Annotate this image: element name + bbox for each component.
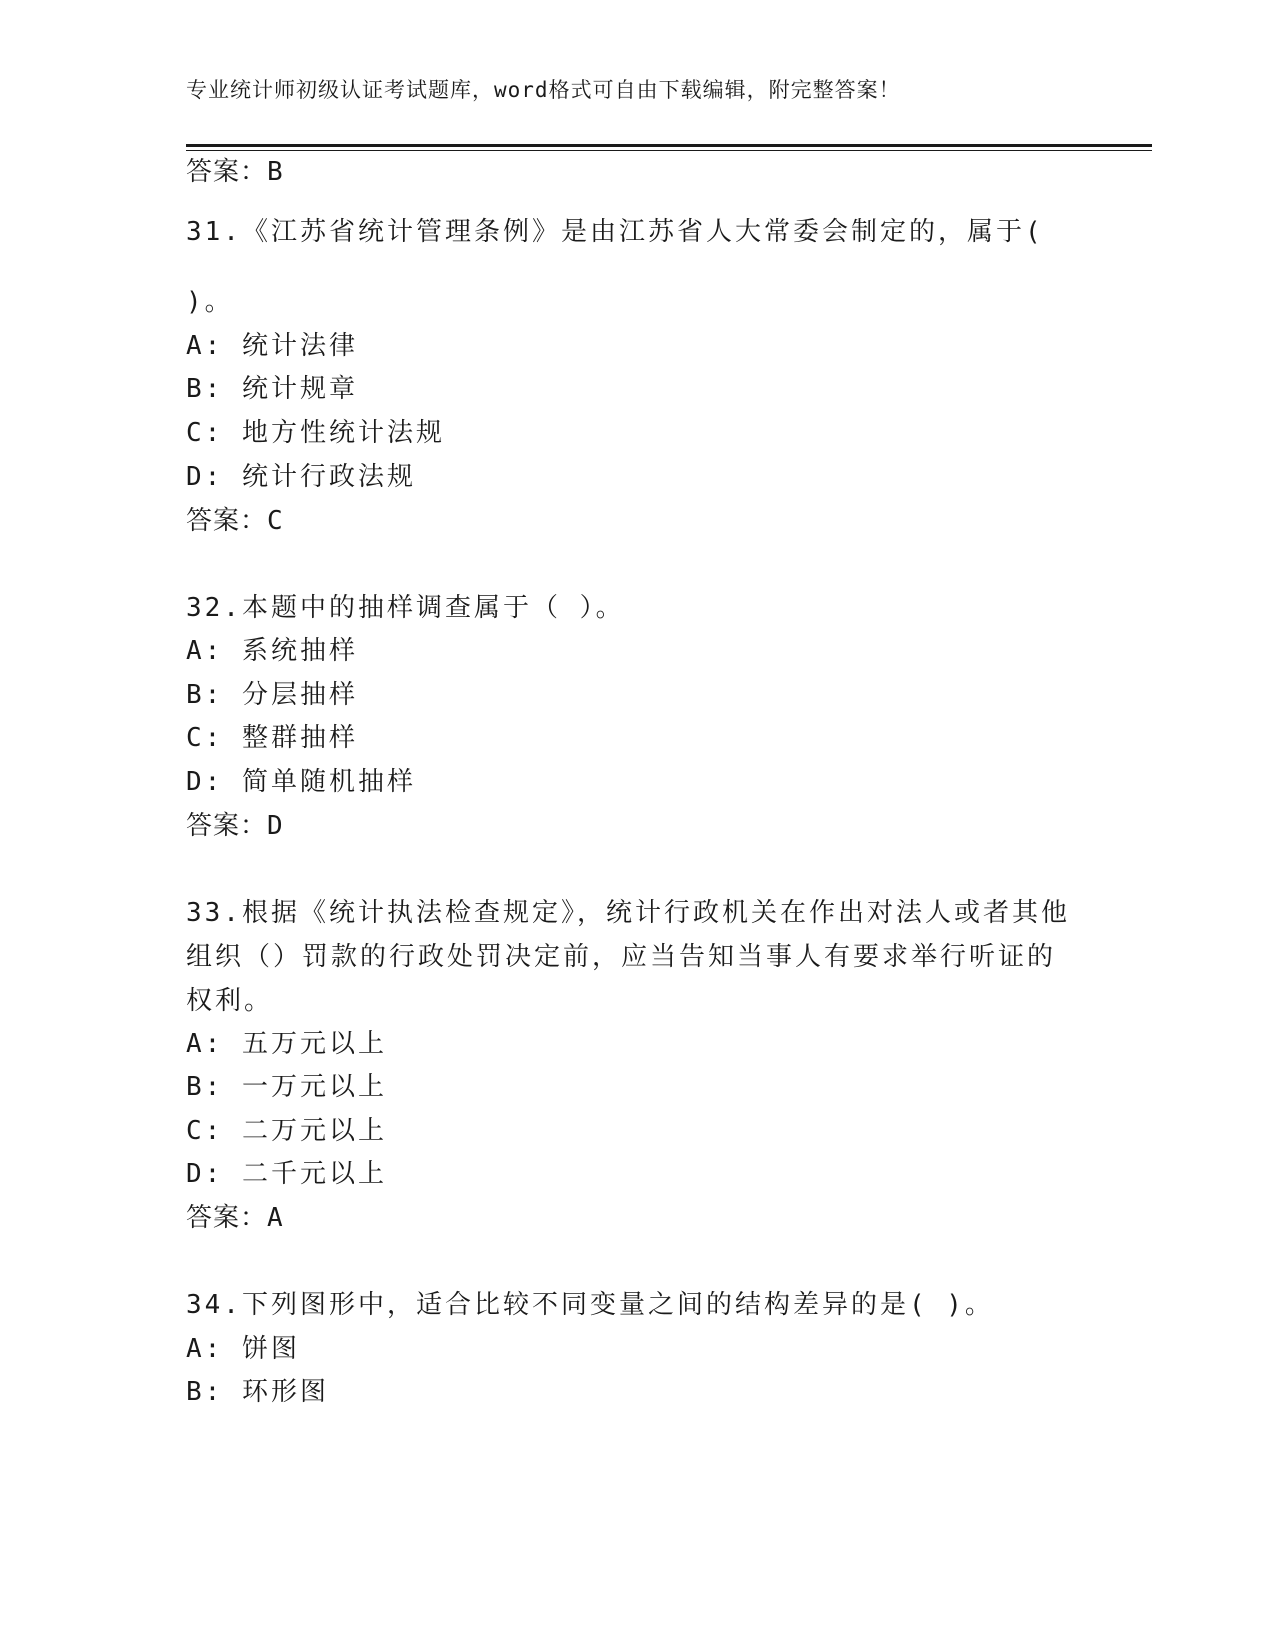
option-a: A: 统计法律 (186, 331, 358, 361)
option-a: A: 系统抽样 (186, 636, 358, 666)
answer-value: A (267, 1203, 284, 1233)
previous-answer (186, 156, 284, 188)
option-c: C: 二万元以上 (186, 1116, 387, 1146)
question-stem-line: )。 (186, 287, 234, 317)
header-divider (186, 144, 1152, 151)
answer (186, 1202, 284, 1234)
question-stem-line: 33.根据《统计执法检查规定》，统计行政机关在作出对法人或者其他 (186, 898, 1070, 928)
question-stem-line: 31.《江苏省统计管理条例》是由江苏省人大常委会制定的，属于( (186, 217, 1044, 247)
option-a: A: 饼图 (186, 1334, 300, 1364)
page-header-text: 专业统计师初级认证考试题库，word格式可自由下载编辑，附完整答案！ (186, 78, 901, 102)
question-stem-line: 组织（）罚款的行政处罚决定前，应当告知当事人有要求举行听证的 (186, 942, 1057, 972)
answer-label: 答案： (186, 1203, 268, 1233)
answer (186, 505, 284, 537)
option-d: D: 统计行政法规 (186, 462, 416, 492)
option-c: C: 整群抽样 (186, 723, 358, 753)
answer-label: 答案： (186, 506, 268, 536)
answer-value: D (267, 811, 284, 841)
answer-value: B (267, 157, 284, 187)
question-stem-line: 34.下列图形中，适合比较不同变量之间的结构差异的是( )。 (186, 1290, 994, 1320)
option-b: B: 统计规章 (186, 374, 358, 404)
answer (186, 810, 284, 842)
option-d: D: 简单随机抽样 (186, 767, 416, 797)
option-d: D: 二千元以上 (186, 1159, 387, 1189)
question-stem-line: 权利。 (186, 986, 274, 1016)
question-stem-line: 32.本题中的抽样调查属于（ ）。 (186, 593, 625, 623)
option-b: B: 环形图 (186, 1377, 329, 1407)
answer-value: C (267, 506, 284, 536)
answer-label: 答案： (186, 811, 268, 841)
option-c: C: 地方性统计法规 (186, 418, 445, 448)
option-b: B: 一万元以上 (186, 1072, 387, 1102)
option-b: B: 分层抽样 (186, 680, 358, 710)
answer-label: 答案： (186, 157, 268, 187)
option-a: A: 五万元以上 (186, 1029, 387, 1059)
